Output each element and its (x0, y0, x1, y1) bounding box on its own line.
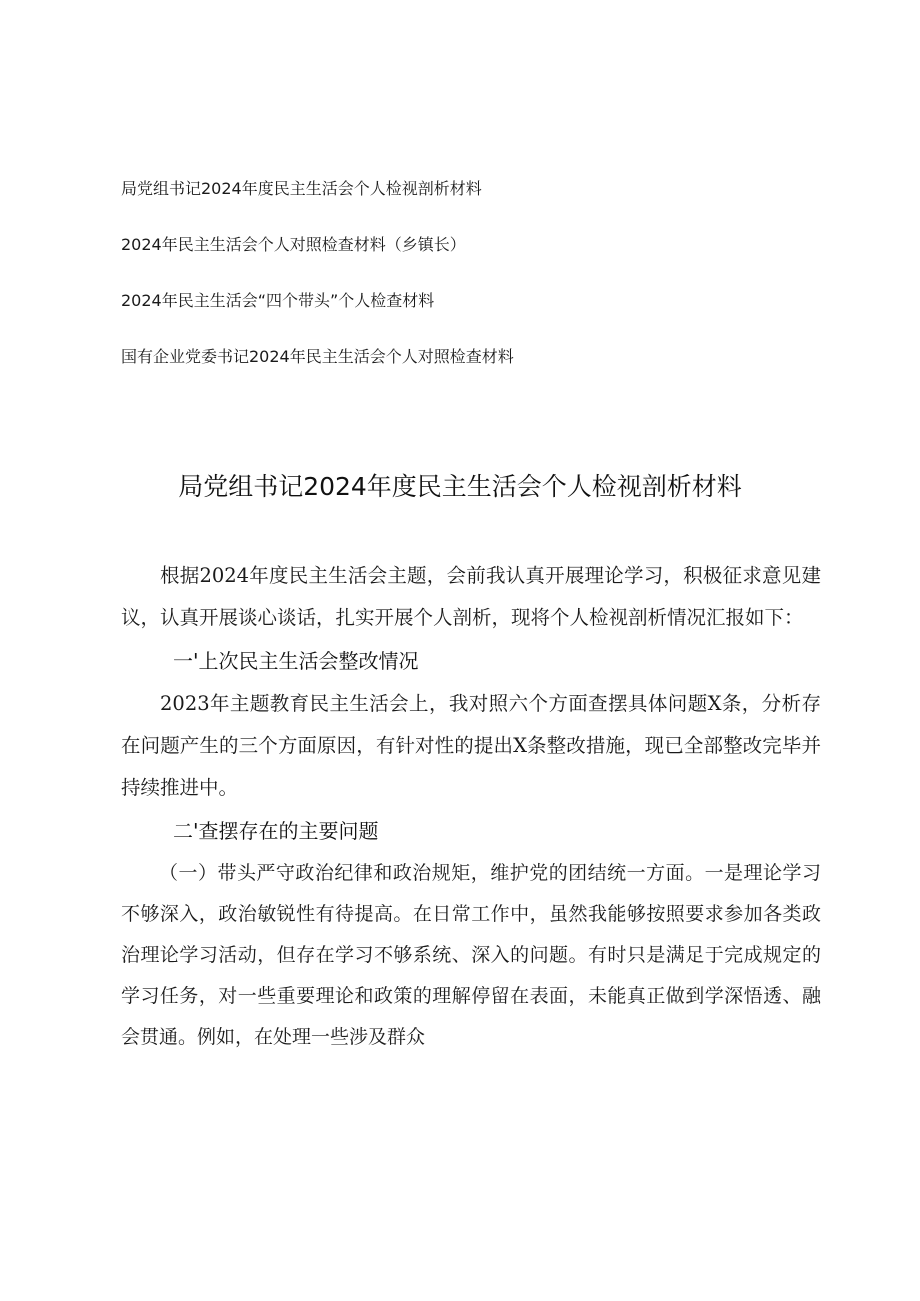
toc-item: 2024年民主生活会“四个带头”个人检查材料 (121, 291, 435, 310)
intro-paragraph: 根据2024年度民主生活会主题，会前我认真开展理论学习，积极征求意见建议，认真开展谈心谈话，扎实开展个人剖析，现将个人检视剖析情况汇报如下： (121, 564, 821, 629)
table-of-contents (121, 178, 821, 402)
section-heading-1: 一'上次民主生活会整改情况 (173, 649, 419, 673)
section-2-paragraph: （一）带头严守政治纪律和政治规矩，维护党的团结统一方面。一是理论学习不够深入，政治敏锐性有待提高。在日常工作中，虽然我能够按照要求参加各类政治理论学习活动，但存在学习不够系统、深入的问题。有时只是满足于完成规定的学习任务，对一些重要理论和政策的理解停留在表面，未能真正做到学深悟透、融会贯通。例如，在处理一些涉及群众 (121, 862, 821, 1048)
toc-item: 国有企业党委书记2024年民主生活会个人对照检查材料 (121, 347, 514, 366)
toc-item: 2024年民主生活会个人对照检查材料（乡镇长） (121, 235, 466, 254)
document-body (121, 555, 821, 1058)
toc-item: 局党组书记2024年度民主生活会个人检视剖析材料 (121, 179, 482, 198)
document-title: 局党组书记2024年度民主生活会个人检视剖析材料 (178, 472, 742, 501)
section-heading-2: 二'查摆存在的主要问题 (173, 819, 379, 843)
section-1-paragraph: 2023年主题教育民主生活会上，我对照六个方面查摆具体问题X条，分析存在问题产生的三个方面原因，有针对性的提出X条整改措施，现已全部整改完毕并持续推进中。 (121, 692, 821, 799)
